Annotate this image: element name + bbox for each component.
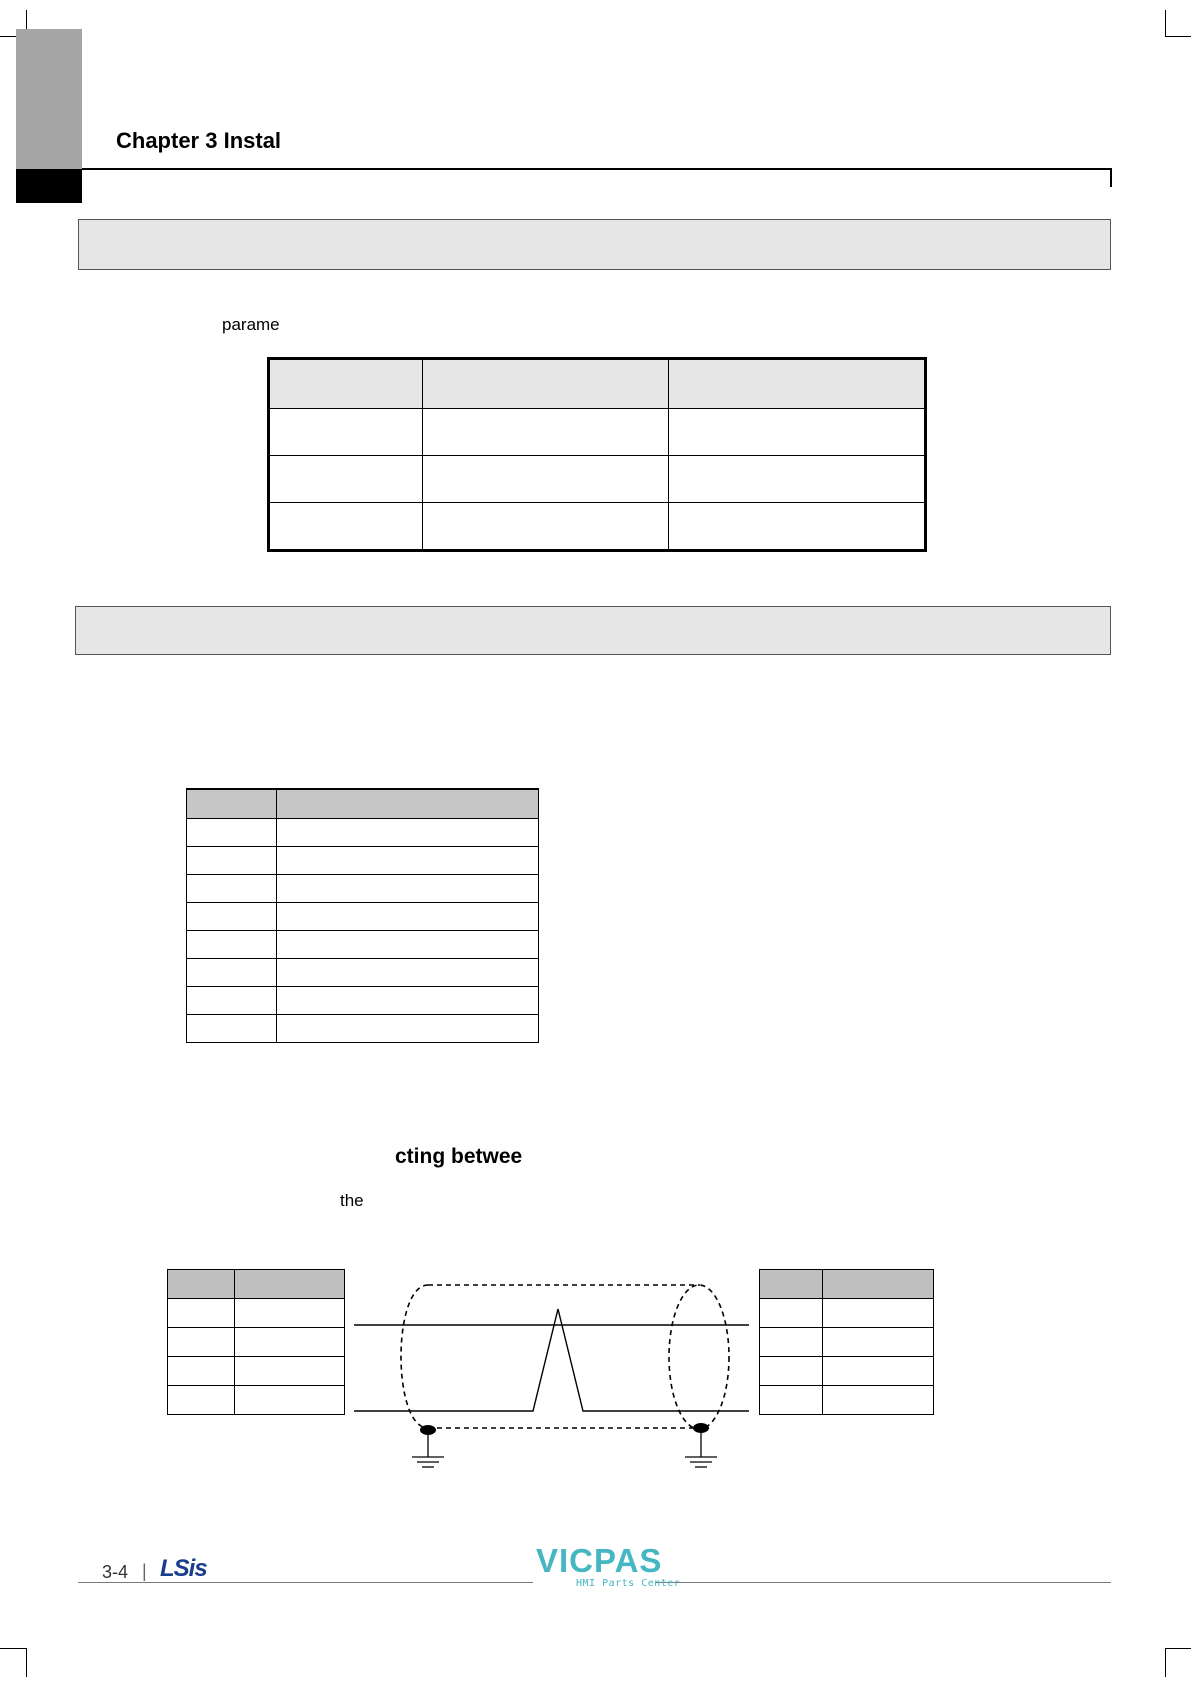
ground-left [412,1425,444,1467]
cable-shield-end [669,1285,729,1429]
ground-right [685,1423,717,1467]
section1-text: parame [222,315,280,334]
footer-rule-right [655,1582,1111,1583]
footer-rule-left [78,1582,533,1583]
chapter-title: Chapter 3 Instal [116,128,282,153]
watermark-subtitle: HMI Parts Center [576,1578,681,1589]
connection-text: the [340,1191,364,1210]
watermark-title: VICPAS [536,1542,663,1579]
ls-logo: LSis [160,1555,207,1582]
footer-separator: | [142,1561,147,1581]
page-number: 3-4 [102,1562,129,1582]
cable-shield-outline [401,1285,700,1428]
connection-subheading: cting betwee [395,1145,523,1168]
